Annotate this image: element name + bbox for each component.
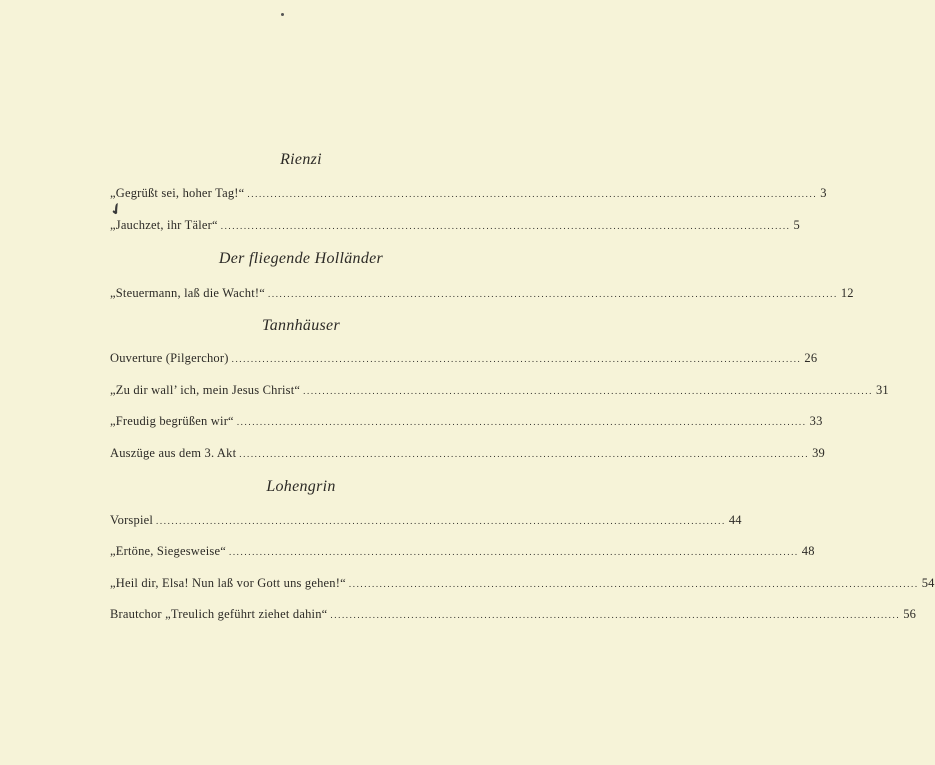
toc-entry-page: 54 <box>921 576 935 590</box>
toc-entry <box>110 543 815 560</box>
toc-entry-page: 56 <box>903 607 917 621</box>
toc-entry-title: „Jauchzet, ihr Täler“ <box>110 218 218 232</box>
dot-leader: .................................................................................................................................................... <box>247 189 818 199</box>
toc-entry-title: Brautchor „Treulich geführt ziehet dahin“ <box>110 607 328 621</box>
dot-leader: .................................................................................................................................................... <box>348 579 919 589</box>
toc-entry-title: „Steuermann, laß die Wacht!“ <box>110 286 265 300</box>
toc-entry <box>110 512 742 529</box>
toc-entry-page: 33 <box>809 414 823 428</box>
toc-entry <box>110 285 854 302</box>
toc-entry <box>110 350 818 367</box>
dot-leader: .................................................................................................................................................... <box>268 289 838 299</box>
toc-entry-page: 39 <box>812 446 825 460</box>
ink-dot-mark <box>281 13 284 16</box>
toc-entry-page: 44 <box>728 513 742 527</box>
section-heading-lohengrin: Lohengrin <box>266 478 336 495</box>
pencil-checkmark-icon: ✔ <box>107 199 127 221</box>
toc-entry <box>110 217 800 234</box>
dot-leader: .................................................................................................................................................... <box>231 354 802 364</box>
toc-entry <box>110 445 825 462</box>
toc-entry-title: Ouverture (Pilgerchor) <box>110 351 229 365</box>
dot-leader: .................................................................................................................................................... <box>236 417 807 427</box>
section-heading-tannhaeuser: Tannhäuser <box>262 317 340 334</box>
toc-entry-page: 12 <box>840 286 854 300</box>
toc-entry <box>110 382 889 399</box>
toc-entry-title: „Freudig begrüßen wir“ <box>110 414 234 428</box>
dot-leader: .................................................................................................................................................... <box>239 449 810 459</box>
dot-leader: .................................................................................................................................................... <box>330 610 901 620</box>
toc-entry-page: 48 <box>801 544 815 558</box>
toc-entry-page: 5 <box>793 218 800 232</box>
dot-leader: .................................................................................................................................................... <box>220 221 791 231</box>
toc-entry-title: „Zu dir wall’ ich, mein Jesus Christ“ <box>110 383 301 397</box>
toc-entry-title: „Gegrüßt sei, hoher Tag!“ <box>110 186 245 200</box>
toc-entry <box>110 606 917 623</box>
toc-entry-title: „Heil dir, Elsa! Nun laß vor Gott uns gehen!“ <box>110 576 346 590</box>
toc-entry-page: 3 <box>820 186 827 200</box>
toc-entry-title: Auszüge aus dem 3. Akt <box>110 446 237 460</box>
toc-entry-page: 31 <box>875 383 889 397</box>
toc-entry <box>110 413 823 430</box>
section-heading-rienzi: Rienzi <box>280 151 322 168</box>
toc-entry-title: Vorspiel <box>110 513 154 527</box>
toc-entry <box>110 575 935 592</box>
dot-leader: .................................................................................................................................................... <box>156 516 726 526</box>
toc-entry <box>110 185 827 202</box>
dot-leader: .................................................................................................................................................... <box>303 386 873 396</box>
section-heading-hollaender: Der fliegende Holländer <box>218 250 384 267</box>
toc-entry-title: „Ertöne, Siegesweise“ <box>110 544 226 558</box>
dot-leader: .................................................................................................................................................... <box>228 547 799 557</box>
toc-entry-page: 26 <box>804 351 818 365</box>
